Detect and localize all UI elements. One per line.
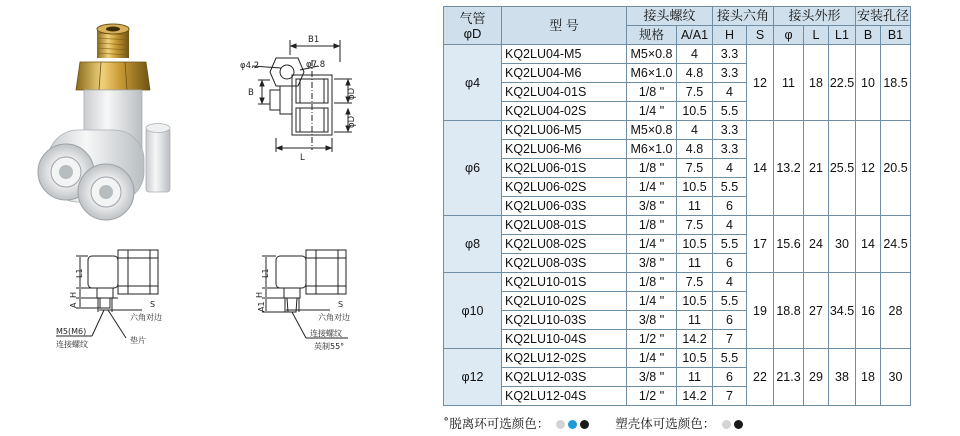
cell-a: 11 <box>677 197 713 216</box>
cell-a: 7.5 <box>677 273 713 292</box>
product-photo <box>38 24 170 220</box>
release-ring-color-swatch <box>556 420 565 429</box>
spec-table <box>443 6 911 406</box>
table-row <box>444 273 911 292</box>
cell-s: 17 <box>747 216 774 273</box>
cell-l1: 34.5 <box>829 273 856 349</box>
header-phi: φ <box>774 26 804 45</box>
cell-model: KQ2LU06-03S <box>502 197 627 216</box>
header-model: 型 号 <box>502 7 627 45</box>
cell-a: 14.2 <box>677 387 713 406</box>
cell-a: 10.5 <box>677 178 713 197</box>
cell-h: 3.3 <box>713 45 747 64</box>
cell-a: 10.5 <box>677 235 713 254</box>
cell-l1: 30 <box>829 216 856 273</box>
cell-h: 6 <box>713 311 747 330</box>
cell-model: KQ2LU06-01S <box>502 159 627 178</box>
dim-phi42-label: φ4.2 <box>240 61 260 71</box>
table-body <box>444 45 911 406</box>
cell-l1: 38 <box>829 349 856 406</box>
header-diameter: 气管 φD <box>444 7 502 45</box>
cell-a: 10.5 <box>677 292 713 311</box>
cell-phi: 15.6 <box>774 216 804 273</box>
dim-d2-label: φD <box>347 115 357 128</box>
cell-h: 5.5 <box>713 178 747 197</box>
cell-b: 10 <box>856 45 881 121</box>
cell-diameter: φ6 <box>444 121 502 216</box>
side-b-s-note: 六角对边 <box>318 313 350 322</box>
top-view-drawing <box>252 40 352 152</box>
cell-h: 4 <box>713 216 747 235</box>
cell-b1: 28 <box>881 273 911 349</box>
side-b-s-label: S <box>338 300 344 309</box>
cell-h: 5.5 <box>713 349 747 368</box>
cell-model: KQ2LU08-03S <box>502 254 627 273</box>
cell-a: 4.8 <box>677 140 713 159</box>
cell-spec: 3/8 " <box>627 254 677 273</box>
cell-s: 22 <box>747 349 774 406</box>
table-row <box>444 121 911 140</box>
cell-model: KQ2LU10-03S <box>502 311 627 330</box>
cell-model: KQ2LU06-M6 <box>502 140 627 159</box>
cell-spec: M6×1.0 <box>627 64 677 83</box>
header-hex: 接头六角 <box>713 7 774 26</box>
cell-model: KQ2LU04-M5 <box>502 45 627 64</box>
cell-model: KQ2LU12-03S <box>502 368 627 387</box>
cell-a: 4 <box>677 45 713 64</box>
cell-h: 4 <box>713 159 747 178</box>
cell-model: KQ2LU04-M6 <box>502 64 627 83</box>
side-a-l1-label: L1 <box>75 268 84 278</box>
header-l1: L1 <box>829 26 856 45</box>
cell-model: KQ2LU10-01S <box>502 273 627 292</box>
cell-h: 6 <box>713 197 747 216</box>
header-h: H <box>713 26 747 45</box>
dim-b1-label: B1 <box>308 35 320 45</box>
cell-a: 7.5 <box>677 216 713 235</box>
side-a-washer-note: 垫片 <box>130 336 146 345</box>
cell-l: 27 <box>804 273 829 349</box>
header-spec: 规格 <box>627 26 677 45</box>
cell-phi: 18.8 <box>774 273 804 349</box>
body-color-swatches <box>719 416 743 431</box>
cell-spec: 1/8 " <box>627 159 677 178</box>
side-a-h-label: H <box>69 291 78 298</box>
body-color-swatch <box>722 420 731 429</box>
cell-a: 4.8 <box>677 64 713 83</box>
table-row <box>444 45 911 64</box>
cell-phi: 11 <box>774 45 804 121</box>
side-b-h-label: H <box>255 291 264 298</box>
cell-spec: 1/4 " <box>627 349 677 368</box>
cell-h: 4 <box>713 83 747 102</box>
cell-h: 7 <box>713 387 747 406</box>
cell-spec: 3/8 " <box>627 368 677 387</box>
header-outline: 接头外形 <box>774 7 856 26</box>
header-b: B <box>856 26 881 45</box>
cell-a: 11 <box>677 254 713 273</box>
cell-s: 14 <box>747 121 774 216</box>
release-ring-color-swatch <box>580 420 589 429</box>
cell-a: 4 <box>677 121 713 140</box>
dim-l-label: L <box>300 153 305 163</box>
cell-spec: M5×0.8 <box>627 45 677 64</box>
table-header <box>444 7 911 45</box>
side-b-thread-note: 连接螺纹 <box>310 329 342 338</box>
cell-model: KQ2LU06-M5 <box>502 121 627 140</box>
table-row <box>444 349 911 368</box>
release-ring-colors <box>443 414 589 432</box>
cell-h: 4 <box>713 273 747 292</box>
cell-h: 5.5 <box>713 102 747 121</box>
release-ring-swatches <box>553 416 589 431</box>
cell-l: 21 <box>804 121 829 216</box>
cell-model: KQ2LU08-02S <box>502 235 627 254</box>
cell-a: 14.2 <box>677 330 713 349</box>
cell-b: 18 <box>856 349 881 406</box>
cell-model: KQ2LU10-04S <box>502 330 627 349</box>
cell-spec: 1/8 " <box>627 273 677 292</box>
cell-spec: M6×1.0 <box>627 140 677 159</box>
header-b1: B1 <box>881 26 911 45</box>
side-a-s-note: 六角对边 <box>130 313 162 322</box>
cell-spec: 1/2 " <box>627 387 677 406</box>
cell-a: 10.5 <box>677 349 713 368</box>
cell-a: 7.5 <box>677 83 713 102</box>
cell-model: KQ2LU08-01S <box>502 216 627 235</box>
cell-b1: 24.5 <box>881 216 911 273</box>
cell-h: 6 <box>713 254 747 273</box>
cell-h: 6 <box>713 368 747 387</box>
cell-l: 24 <box>804 216 829 273</box>
body-colors <box>615 414 743 432</box>
cell-a: 11 <box>677 368 713 387</box>
header-a-a1: A/A1 <box>677 26 713 45</box>
side-a-s-label: S <box>150 300 156 309</box>
cell-s: 12 <box>747 45 774 121</box>
header-l: L <box>804 26 829 45</box>
side-a-a-label: A <box>69 302 78 308</box>
table-row <box>444 216 911 235</box>
cell-l1: 25.5 <box>829 121 856 216</box>
cell-b: 16 <box>856 273 881 349</box>
header-mount: 安装孔径 <box>856 7 911 26</box>
cell-spec: 1/8 " <box>627 216 677 235</box>
cell-a: 7.5 <box>677 159 713 178</box>
cell-h: 3.3 <box>713 121 747 140</box>
cell-b1: 18.5 <box>881 45 911 121</box>
release-ring-label: ˚脱离环可选颜色： <box>443 416 550 431</box>
cell-diameter: φ4 <box>444 45 502 121</box>
header-s: S <box>747 26 774 45</box>
cell-h: 3.3 <box>713 64 747 83</box>
body-color-label: 塑壳体可选颜色： <box>615 416 716 431</box>
cell-b1: 20.5 <box>881 121 911 216</box>
dim-d1-label: φD <box>347 87 357 100</box>
side-a-thread-label: M5(M6) <box>56 327 87 336</box>
side-b-thread-note2: 英制55° <box>314 342 345 351</box>
side-b-l1-label: L1 <box>261 268 270 278</box>
cell-model: KQ2LU06-02S <box>502 178 627 197</box>
cell-b: 12 <box>856 121 881 216</box>
cell-s: 19 <box>747 273 774 349</box>
cell-phi: 21.3 <box>774 349 804 406</box>
cell-h: 5.5 <box>713 235 747 254</box>
cell-diameter: φ12 <box>444 349 502 406</box>
cell-spec: M5×0.8 <box>627 121 677 140</box>
cell-model: KQ2LU04-01S <box>502 83 627 102</box>
cell-model: KQ2LU12-02S <box>502 349 627 368</box>
side-a-thread-note: 连接螺纹 <box>56 340 88 349</box>
cell-l1: 22.5 <box>829 45 856 121</box>
cell-h: 5.5 <box>713 292 747 311</box>
cell-model: KQ2LU12-04S <box>502 387 627 406</box>
cell-phi: 13.2 <box>774 121 804 216</box>
body-color-swatch <box>734 420 743 429</box>
cell-diameter: φ8 <box>444 216 502 273</box>
side-b-a-label: A1 <box>257 301 266 312</box>
cell-h: 3.3 <box>713 140 747 159</box>
cell-spec: 1/8 " <box>627 83 677 102</box>
cell-l: 18 <box>804 45 829 121</box>
dim-b-label: B <box>248 88 254 98</box>
cell-spec: 1/4 " <box>627 292 677 311</box>
cell-l: 29 <box>804 349 829 406</box>
release-ring-color-swatch <box>568 420 577 429</box>
cell-spec: 3/8 " <box>627 311 677 330</box>
cell-spec: 1/2 " <box>627 330 677 349</box>
header-thread: 接头螺纹 <box>627 7 713 26</box>
cell-spec: 1/4 " <box>627 178 677 197</box>
cell-b1: 30 <box>881 349 911 406</box>
cell-h: 7 <box>713 330 747 349</box>
cell-spec: 1/4 " <box>627 102 677 121</box>
cell-a: 10.5 <box>677 102 713 121</box>
cell-b: 14 <box>856 216 881 273</box>
product-figure <box>0 0 440 436</box>
color-legend <box>443 414 765 432</box>
cell-diameter: φ10 <box>444 273 502 349</box>
cell-model: KQ2LU10-02S <box>502 292 627 311</box>
cell-model: KQ2LU04-02S <box>502 102 627 121</box>
dim-phi78-label: φ7.8 <box>306 60 326 70</box>
cell-spec: 1/4 " <box>627 235 677 254</box>
side-view-tapered-drawing <box>262 250 348 338</box>
cell-spec: 3/8 " <box>627 197 677 216</box>
cell-a: 11 <box>677 311 713 330</box>
